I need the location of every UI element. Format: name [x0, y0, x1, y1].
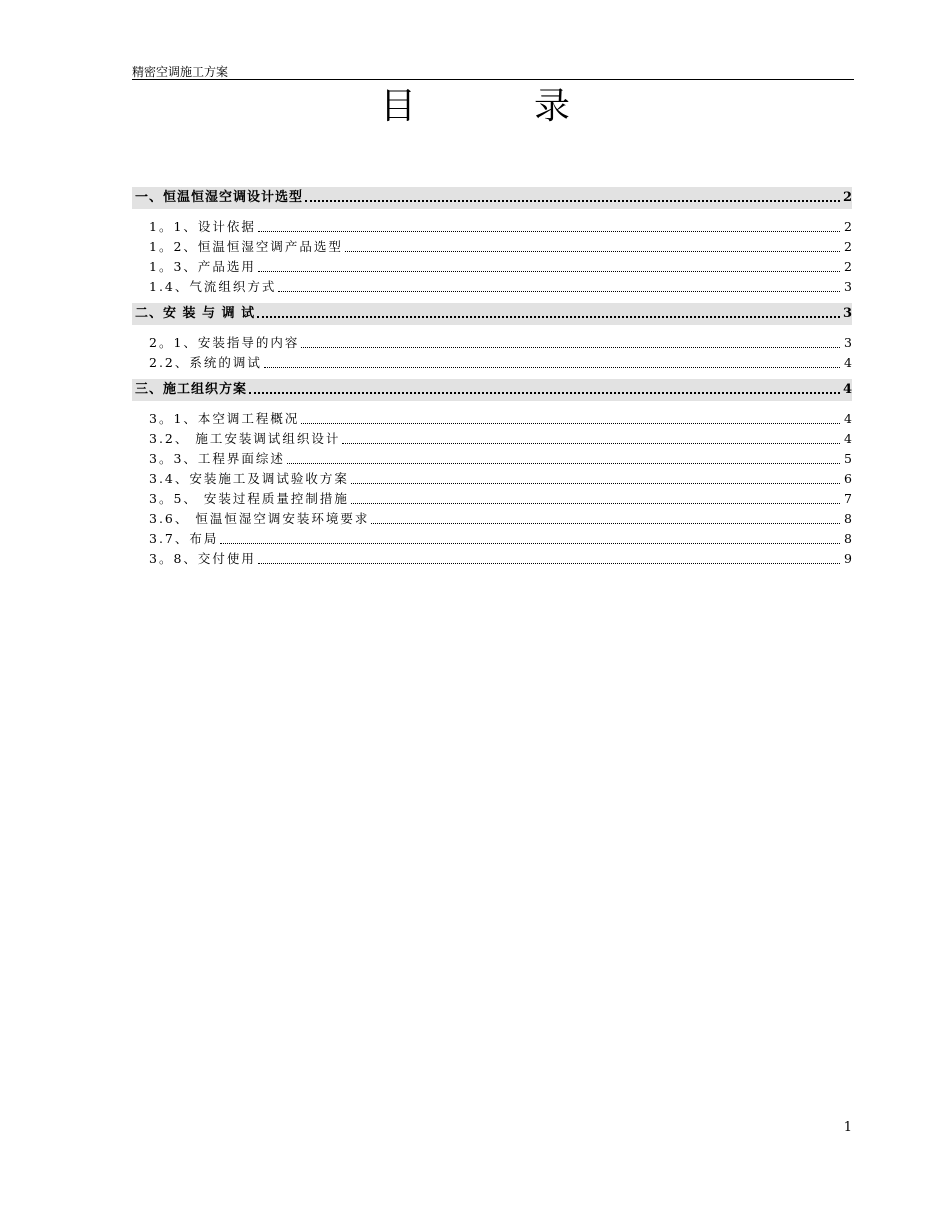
toc-entry[interactable] — [132, 549, 852, 569]
dot-leader — [257, 316, 840, 318]
toc-entry[interactable] — [132, 509, 852, 529]
toc-entry-label: 3。1、本空调工程概况 — [149, 411, 300, 426]
toc-entry-label: 2。1、安装指导的内容 — [149, 335, 300, 350]
toc-page-number: 2 — [844, 219, 852, 234]
dot-leader — [301, 347, 840, 348]
toc-page-number: 2 — [842, 190, 852, 205]
toc-entry[interactable] — [132, 449, 852, 469]
toc-entry-label: 1。2、恒温恒湿空调产品选型 — [149, 239, 343, 254]
toc-entry-label: 1.4、气流组织方式 — [149, 279, 277, 294]
toc-entry[interactable] — [132, 529, 852, 549]
toc-page-number: 6 — [844, 471, 852, 486]
table-of-contents — [132, 187, 852, 569]
toc-section-label: 三、施工组织方案 — [135, 382, 248, 397]
toc-entry-label: 1。1、设计依据 — [149, 219, 256, 234]
toc-entry[interactable] — [132, 237, 852, 257]
toc-entry-label: 1。3、产品选用 — [149, 259, 256, 274]
toc-entry-label: 3.2、 施工安装调试组织设计 — [149, 431, 341, 446]
dot-leader — [258, 271, 840, 272]
toc-entry-label: 3.6、 恒温恒湿空调安装环境要求 — [149, 511, 370, 526]
dot-leader — [220, 543, 840, 544]
toc-page-number: 4 — [844, 431, 852, 446]
toc-entry[interactable] — [132, 217, 852, 237]
toc-entry[interactable] — [132, 353, 852, 373]
dot-leader — [258, 563, 840, 564]
toc-page-number: 3 — [842, 306, 852, 321]
toc-page-number: 9 — [844, 551, 852, 566]
toc-page-number: 7 — [844, 491, 852, 506]
running-header — [132, 65, 854, 80]
toc-entry-label: 3。8、交付使用 — [149, 551, 256, 566]
dot-leader — [342, 443, 840, 444]
toc-section-1[interactable] — [132, 187, 852, 209]
document-title: 精密空调施工方案 — [132, 65, 229, 79]
toc-entry[interactable] — [132, 489, 852, 509]
toc-page-number: 2 — [844, 239, 852, 254]
dot-leader — [305, 200, 840, 202]
toc-entry-label: 3.7、布局 — [149, 531, 219, 546]
toc-entry[interactable] — [132, 409, 852, 429]
dot-leader — [249, 392, 840, 394]
toc-section-3[interactable] — [132, 379, 852, 401]
toc-entry-label: 2.2、系统的调试 — [149, 355, 262, 370]
toc-section-label: 二、安 装 与 调 试 — [135, 306, 256, 321]
dot-leader — [345, 251, 840, 252]
toc-entry-label: 3.4、安装施工及调试验收方案 — [149, 471, 349, 486]
toc-entry[interactable] — [132, 333, 852, 353]
toc-entry-label: 3。5、 安装过程质量控制措施 — [149, 491, 349, 506]
dot-leader — [301, 423, 840, 424]
toc-page-number: 8 — [844, 511, 852, 526]
toc-entry[interactable] — [132, 429, 852, 449]
toc-page-number: 3 — [844, 335, 852, 350]
toc-entry[interactable] — [132, 469, 852, 489]
toc-title: 目录 — [379, 86, 688, 127]
toc-page-number: 4 — [842, 382, 852, 397]
toc-page-number: 5 — [844, 451, 852, 466]
dot-leader — [264, 367, 840, 368]
toc-page-number: 3 — [844, 279, 852, 294]
toc-section-2[interactable] — [132, 303, 852, 325]
dot-leader — [258, 231, 840, 232]
page-number: 1 — [843, 1120, 852, 1135]
toc-page-number: 2 — [844, 259, 852, 274]
dot-leader — [287, 463, 840, 464]
dot-leader — [371, 523, 840, 524]
toc-section-label: 一、恒温恒湿空调设计选型 — [135, 190, 304, 205]
toc-entry[interactable] — [132, 257, 852, 277]
toc-page-number: 8 — [844, 531, 852, 546]
dot-leader — [351, 483, 840, 484]
toc-page-number: 4 — [844, 411, 852, 426]
toc-entry[interactable] — [132, 277, 852, 297]
toc-entry-label: 3。3、工程界面综述 — [149, 451, 285, 466]
dot-leader — [351, 503, 840, 504]
dot-leader — [278, 291, 840, 292]
toc-page-number: 4 — [844, 355, 852, 370]
